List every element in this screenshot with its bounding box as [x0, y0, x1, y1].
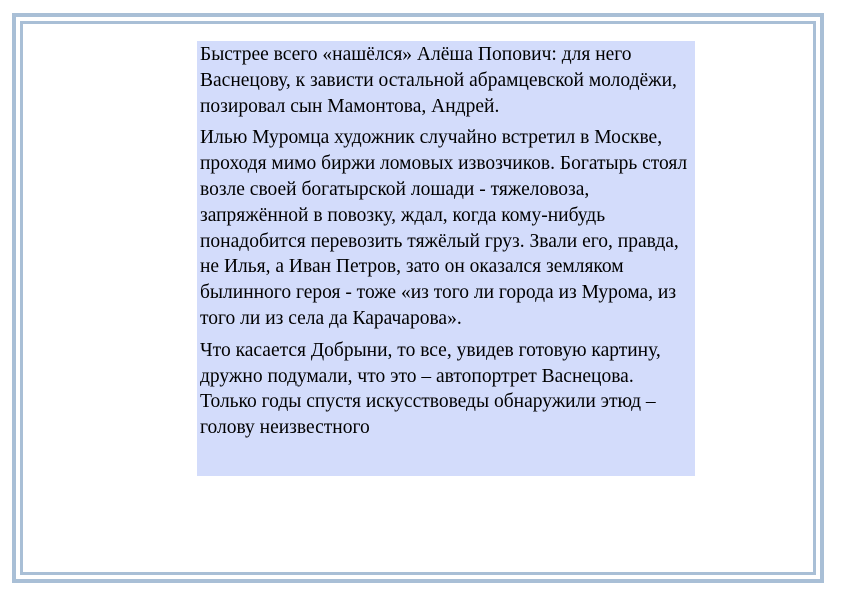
text-box [197, 41, 695, 476]
paragraph-alyosha: Быстрее всего «нашёлся» Алёша Попович: для него Васнецову, к зависти остальной абрамцевской молодёжи, позировал сын Мамонтова, Андрей. [200, 44, 677, 117]
paragraph-dobrynya: Что касается Добрыни, то все, увидев готовую картину, дружно подумали, что это – автопортрет Васнецова. Только годы спустя искусствоведы обнаружили этюд – голову неизвестного [200, 339, 661, 439]
paragraph-ilya: Илью Муромца художник случайно встретил в Москве, проходя мимо биржи ломовых извозчиков. Богатырь стоял возле своей богатырской лошади - тяжеловоза, запряжённой в повозку, ждал, когда кому-нибудь понадобится перевозить тяжёлый груз. Звали его, правда, не Илья, а Иван Петров, зато он оказался земляком былинного героя - тоже «из того ли города из Мурома, из того ли из села да Карачарова». [200, 127, 688, 329]
